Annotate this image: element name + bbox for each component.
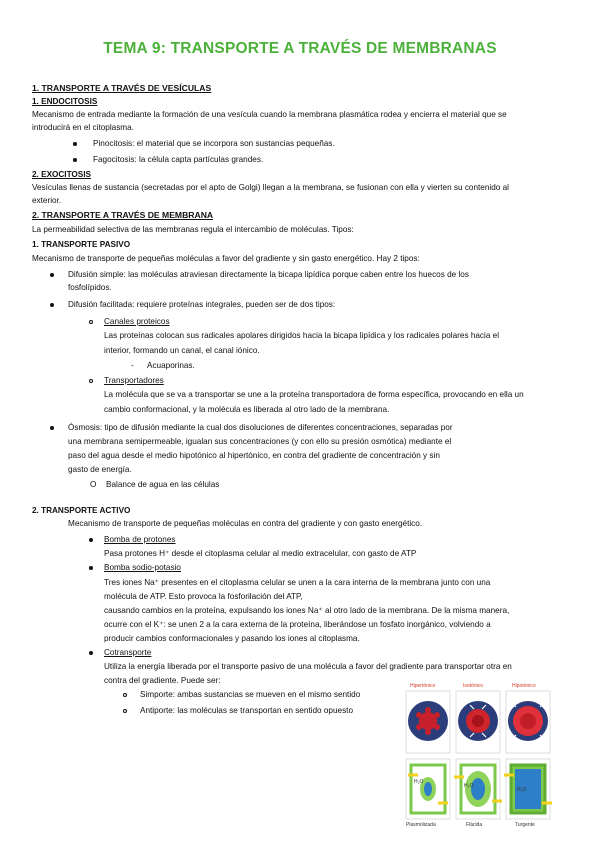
endocitosis-text-2: introducirá en el citoplasma.	[32, 123, 134, 132]
sodio-text-4: ocurre con el K⁺: se unen 2 a la cara externa de la proteína, liberándose un fosfato inorgánico, volviendo a	[104, 620, 491, 629]
endocitosis-text-1: Mecanismo de entrada mediante la formación de una vesícula cuando la membrana plasmática rodea y encierra el material que se	[32, 110, 507, 119]
difusion-facilitada: Difusión facilitada: requiere proteínas integrales, pueden ser de dos tipos:	[68, 300, 336, 309]
antiporte-item: Antiporte: las moléculas se transportan en sentido opuesto	[140, 706, 354, 715]
label-plasmolizada: Plasmolizada	[406, 822, 436, 828]
section-heading-membrana: 2. TRANSPORTE A TRAVÉS DE MEMBRANA	[32, 210, 214, 220]
bullet-icon	[89, 538, 93, 542]
bullet-icon	[50, 273, 54, 277]
cotransporte-text-1: Utiliza la energía liberada por el transporte pasivo de una molécula a favor del gradiente para transportar otra en	[104, 662, 512, 671]
osmosis-2: una membrana semipermeable, igualan sus concentraciones (y con ello su presión osmótica) mediante el	[68, 437, 452, 446]
subheading-endocitosis: 1. ENDOCITOSIS	[32, 97, 98, 106]
pinocitosis-item: Pinocitosis: el material que se incorpora son sustancias pequeñas.	[93, 139, 335, 148]
osmosis-4: gasto de energía.	[68, 465, 132, 474]
label-hipertonico: Hipertónico	[410, 683, 436, 689]
label-hipotonico: Hipotónico	[512, 683, 536, 689]
simporte-item: Simporte: ambas sustancias se mueven en el mismo sentido	[140, 690, 361, 699]
subheading-pasivo: 1. TRANSPORTE PASIVO	[32, 240, 131, 249]
section-heading-vesiculas: 1. TRANSPORTE A TRAVÉS DE VESÍCULAS	[32, 83, 212, 93]
circle-bullet-icon	[123, 693, 127, 697]
label-flacida: Flácida	[466, 822, 483, 828]
bullet-icon	[73, 158, 77, 162]
label-turgente: Turgente	[515, 822, 535, 828]
transportadores-text-2: cambio conformacional, y la molécula es liberada al otro lado de la membrana.	[104, 405, 390, 414]
canales-proteicos-heading: Canales proteicos	[104, 317, 170, 326]
bullet-icon	[50, 426, 54, 430]
o-bullet-icon: O	[90, 480, 97, 489]
sodio-text-1: Tres iones Na⁺ presentes en el citoplasma celular se unen a la cara interna de la membrana junto con una	[104, 578, 491, 587]
circle-bullet-icon	[89, 379, 93, 383]
cotransporte-text-2: contra del gradiente. Puede ser:	[104, 676, 221, 685]
canales-text-2: interior, formando un canal, el canal iónico.	[104, 346, 260, 355]
osmosis-cells-illustration	[404, 683, 554, 831]
transportadores-text-1: La molécula que se va a transportar se une a la proteína transportadora de forma específica, provocando en ella un	[104, 390, 524, 399]
circle-bullet-icon	[89, 320, 93, 324]
bullet-icon	[89, 566, 93, 570]
water-label: H₂O	[414, 779, 424, 785]
exocitosis-text-2: exterior.	[32, 196, 62, 205]
page-title: TEMA 9: TRANSPORTE A TRAVÉS DE MEMBRANAS	[103, 40, 497, 57]
dash-icon: -	[131, 361, 134, 370]
sodio-text-2: molécula de ATP. Esto provoca la fosforilación del ATP,	[104, 592, 303, 601]
osmosis-cells-figure	[404, 683, 554, 831]
pasivo-text: Mecanismo de transporte de pequeñas moléculas a favor del gradiente y sin gasto energético. Hay 2 tipos:	[32, 254, 420, 263]
fagocitosis-item: Fagocitosis: la célula capta partículas grandes.	[93, 155, 264, 164]
bomba-sodio-potasio-heading: Bomba sodio-potasio	[104, 563, 181, 572]
transportadores-heading: Transportadores	[104, 376, 164, 385]
membrana-intro: La permeabilidad selectiva de las membranas regula el intercambio de moléculas. Tipos:	[32, 225, 354, 234]
bomba-protones-text: Pasa protones H⁺ desde el citoplasma celular al medio extracelular, con gasto de ATP	[104, 549, 417, 558]
bullet-icon	[89, 651, 93, 655]
bullet-icon	[50, 303, 54, 307]
balance-item: Balance de agua en las células	[106, 480, 220, 489]
osmosis-3: paso del agua desde el medio hipotónico al hipertónico, en contra del gradiente de concentración y sin	[68, 451, 440, 460]
cotransporte-heading: Cotransporte	[104, 648, 152, 657]
osmosis-1: Ósmosis: tipo de difusión mediante la cual dos disoluciones de diferentes concentraciones, separadas por	[68, 423, 453, 432]
canales-text-1: Las proteínas colocan sus radicales apolares dirigidos hacia la bicapa lipídica y los radicales polares hacia el	[104, 331, 500, 340]
activo-text: Mecanismo de transporte de pequeñas moléculas en contra del gradiente y con gasto energético.	[68, 519, 423, 528]
sodio-text-3: causando cambios en la proteína, expulsando los iones Na⁺ al otro lado de la membrana. De la misma manera,	[104, 606, 510, 615]
subheading-exocitosis: 2. EXOCITOSIS	[32, 170, 91, 179]
acuaporinas-item: Acuaporinas.	[147, 361, 195, 370]
difusion-simple-2: fosfolípidos.	[68, 283, 112, 292]
water-label: H₂O	[517, 787, 527, 793]
subheading-activo: 2. TRANSPORTE ACTIVO	[32, 506, 131, 515]
bomba-protones-heading: Bomba de protones	[104, 535, 176, 544]
sodio-text-5: producir cambios conformacionales y pasando los iones al citoplasma.	[104, 634, 360, 643]
bullet-icon	[73, 142, 77, 146]
difusion-simple-1: Difusión simple: las moléculas atraviesan directamente la bicapa lipídica porque caben entre los huecos de los	[68, 270, 469, 279]
water-label: H₂O	[464, 783, 474, 789]
label-isotonico: Isotónico	[463, 683, 484, 689]
circle-bullet-icon	[123, 709, 127, 713]
exocitosis-text-1: Vesículas llenas de sustancia (secretadas por el apto de Golgi) llegan a la membrana, se fusionan con ella y vierten su contenido al	[32, 183, 509, 192]
